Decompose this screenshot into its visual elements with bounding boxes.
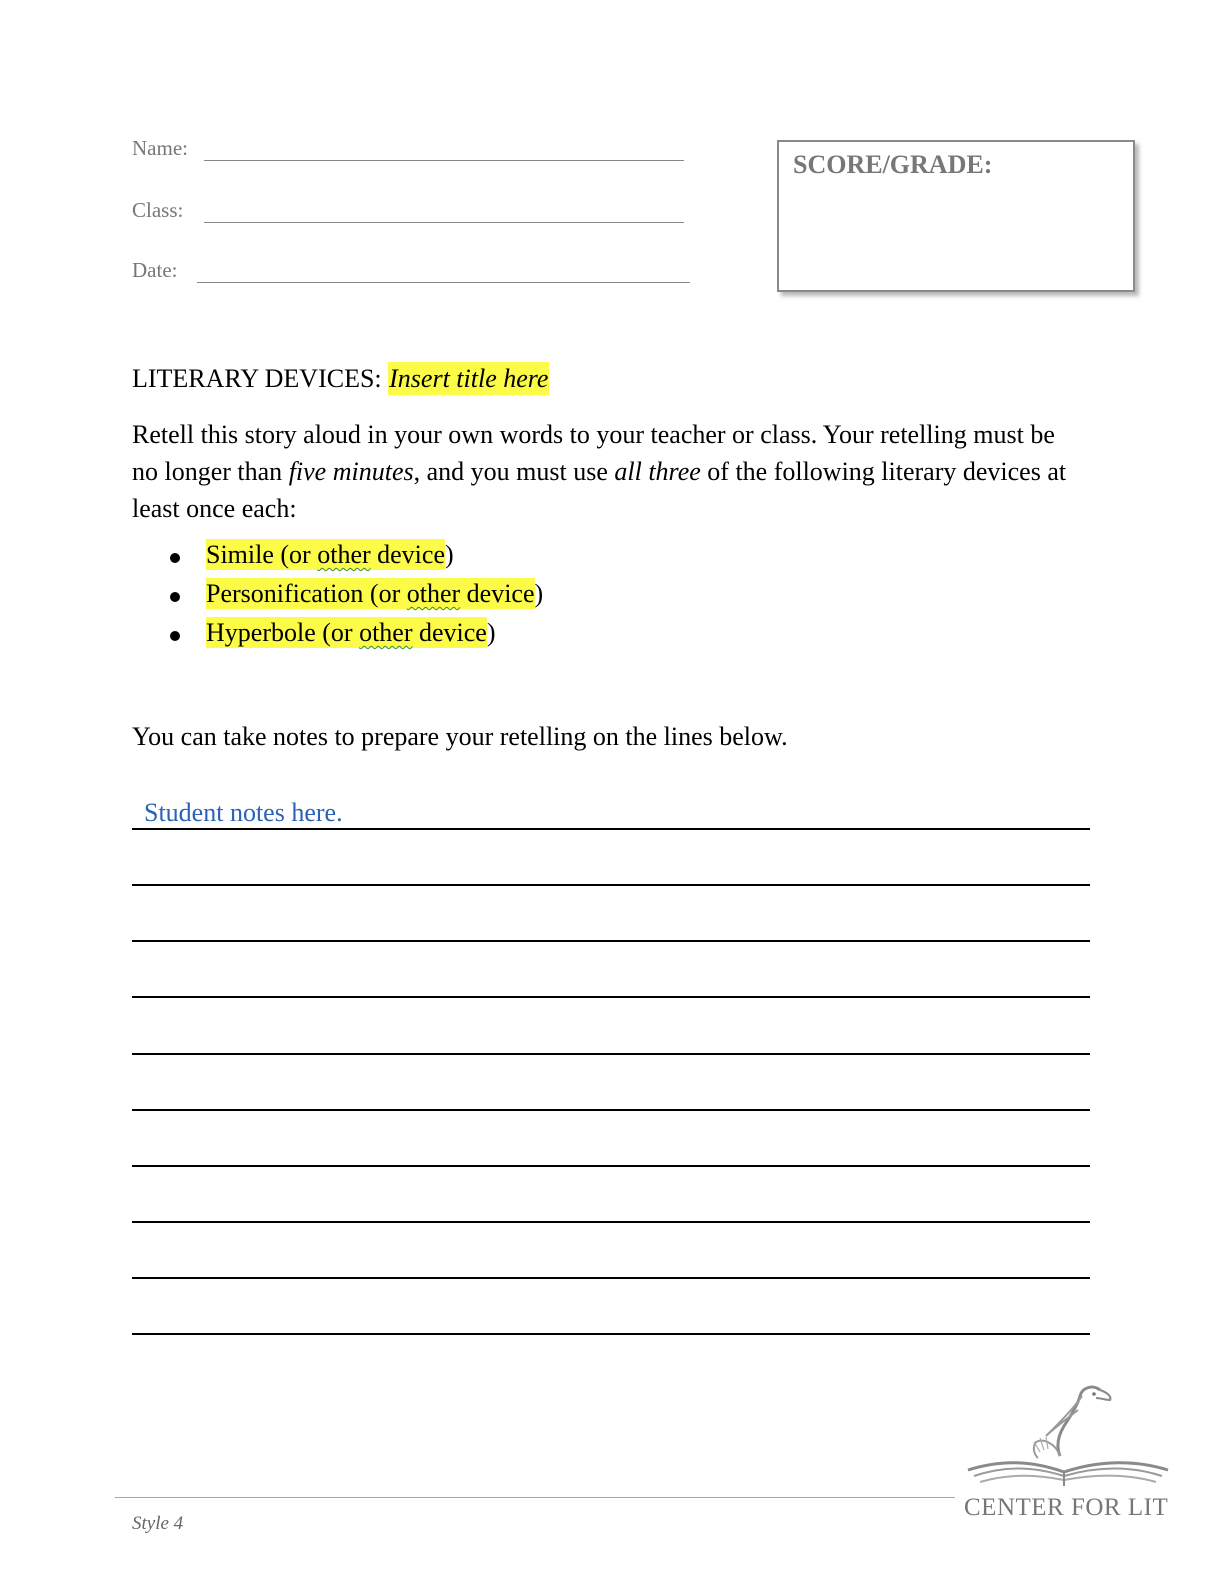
page-title bbox=[132, 364, 549, 394]
heading-prefix: LITERARY DEVICES: bbox=[132, 364, 389, 393]
center-for-lit-logo bbox=[960, 1382, 1175, 1532]
logo-text: CENTER FOR LIT bbox=[964, 1494, 1169, 1521]
note-line[interactable] bbox=[132, 1053, 1090, 1055]
instructions-text-1: Retell this story aloud in your own words to your teacher or class. Your retelling must be no longer than bbox=[132, 420, 1055, 486]
device-item-text[interactable]: Simile (or other device) bbox=[206, 540, 454, 569]
footer-style-label: Style 4 bbox=[132, 1513, 184, 1534]
instructions-emphasis-2: all three bbox=[614, 457, 701, 486]
pelican-book-icon bbox=[960, 1382, 1175, 1494]
class-label: Class: bbox=[132, 198, 184, 222]
note-line[interactable] bbox=[132, 940, 1090, 942]
instructions-text-2: , and you must use bbox=[413, 457, 615, 486]
class-field[interactable] bbox=[132, 198, 183, 223]
name-line[interactable] bbox=[204, 136, 684, 161]
note-line[interactable] bbox=[132, 1277, 1090, 1279]
date-field[interactable] bbox=[132, 258, 177, 283]
instructions-emphasis-1: five minutes bbox=[288, 457, 414, 486]
name-field[interactable] bbox=[132, 136, 188, 161]
device-item-text[interactable]: Hyperbole (or other device) bbox=[206, 618, 496, 647]
name-label: Name: bbox=[132, 136, 188, 160]
bullet-icon bbox=[170, 631, 180, 641]
title-placeholder[interactable]: Insert title here bbox=[389, 364, 549, 393]
device-item-text[interactable]: Personification (or other device) bbox=[206, 579, 544, 608]
instructions-paragraph bbox=[132, 416, 1082, 527]
note-line[interactable] bbox=[132, 1221, 1090, 1223]
instructions-text-3: of the following literary devices at least once each: bbox=[132, 457, 1067, 523]
bullet-icon bbox=[170, 592, 180, 602]
note-line[interactable] bbox=[132, 828, 1090, 830]
note-line[interactable] bbox=[132, 1165, 1090, 1167]
student-notes-placeholder[interactable]: Student notes here. bbox=[144, 798, 343, 827]
class-line[interactable] bbox=[204, 198, 684, 223]
note-line[interactable] bbox=[132, 1109, 1090, 1111]
note-line[interactable] bbox=[132, 996, 1090, 998]
date-line[interactable] bbox=[197, 258, 690, 283]
footer-divider bbox=[115, 1497, 955, 1498]
score-grade-label: SCORE/GRADE: bbox=[793, 150, 993, 179]
note-line[interactable] bbox=[132, 1333, 1090, 1335]
date-label: Date: bbox=[132, 258, 178, 282]
bullet-icon bbox=[170, 553, 180, 563]
score-grade-box bbox=[777, 140, 1135, 292]
notes-intro: You can take notes to prepare your retelling on the lines below. bbox=[132, 722, 788, 751]
note-line[interactable] bbox=[132, 884, 1090, 886]
